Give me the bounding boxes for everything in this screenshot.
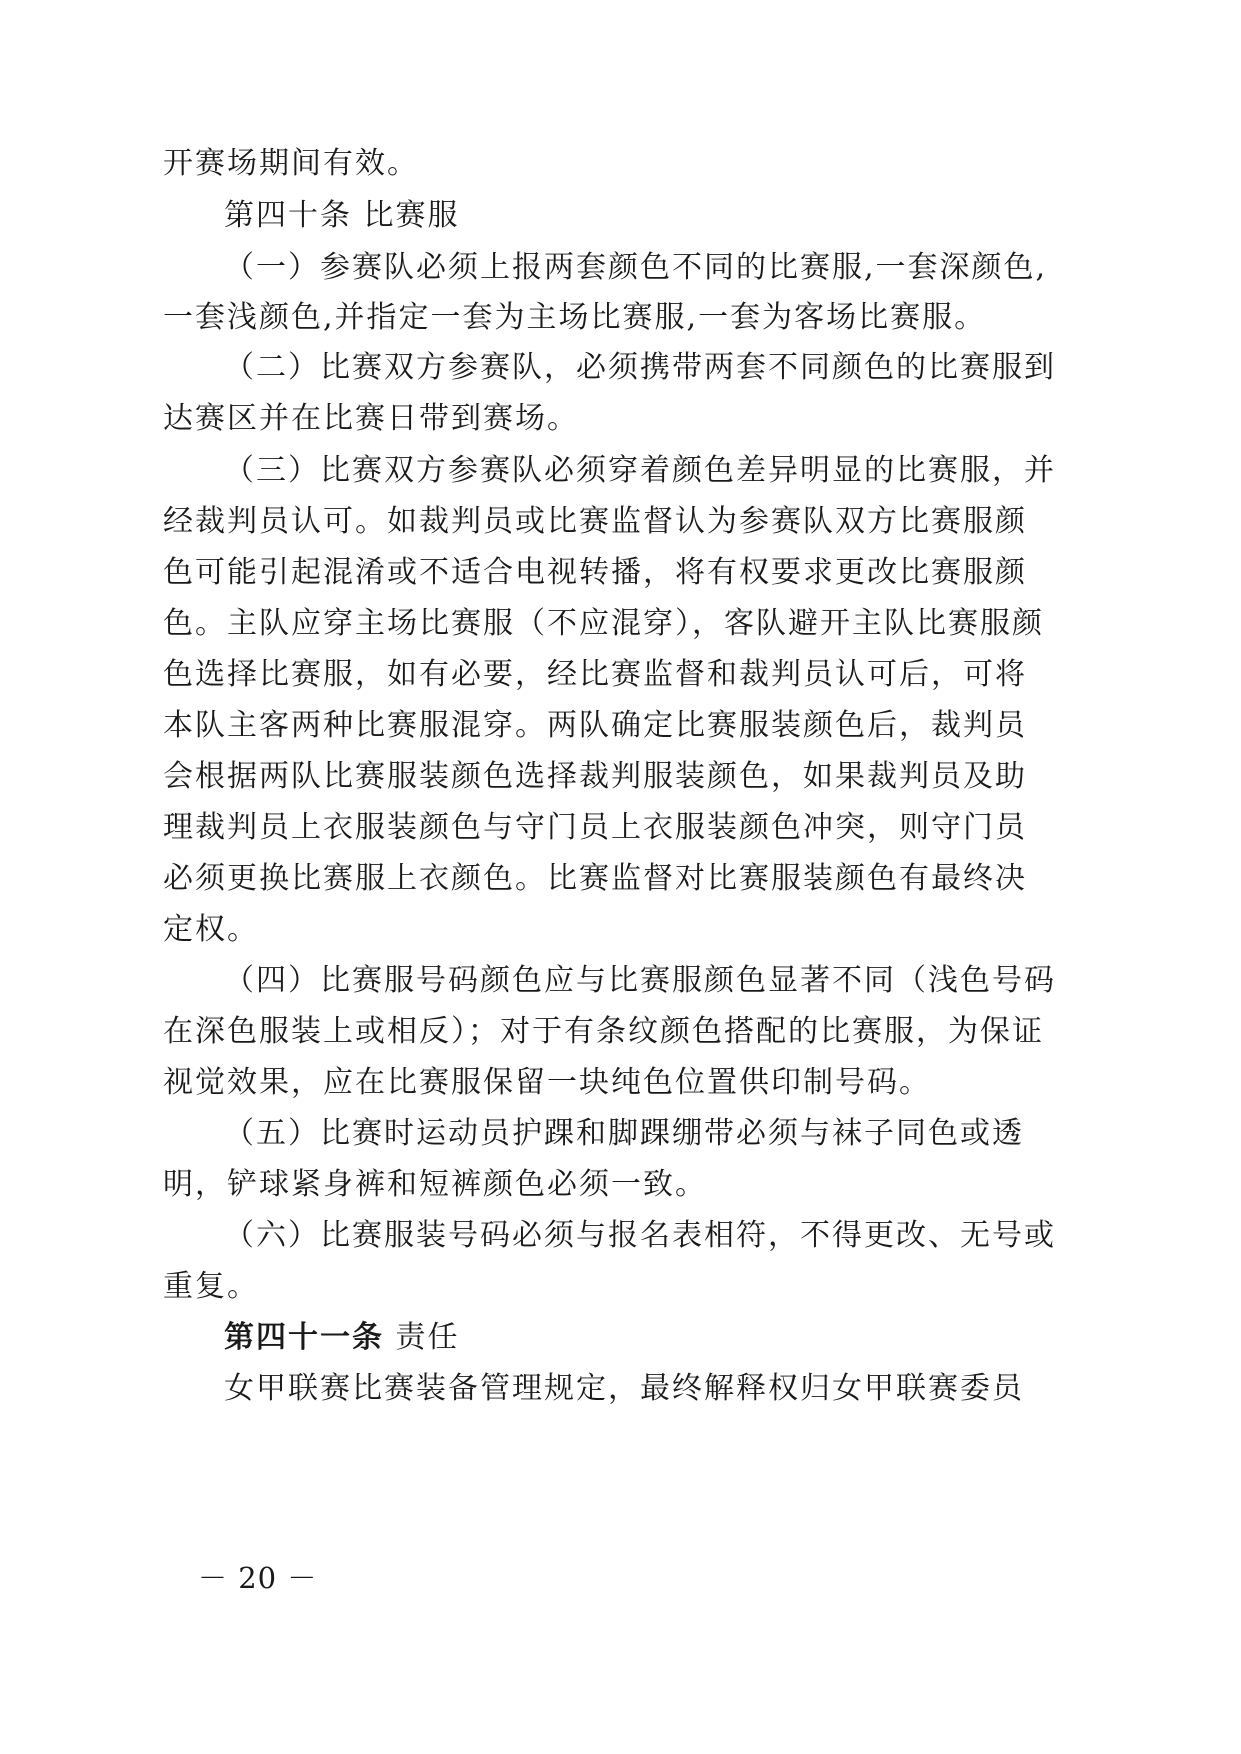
- text-line: （三）比赛双方参赛队必须穿着颜色差异明显的比赛服，并: [224, 453, 1056, 488]
- text-line: 本队主客两种比赛服混穿。两队确定比赛服装颜色后，裁判员: [163, 708, 1027, 743]
- text-line: （六）比赛服装号码必须与报名表相符，不得更改、无号或: [224, 1218, 1056, 1253]
- text-line: 开赛场期间有效。: [163, 146, 419, 181]
- text-line: （二）比赛双方参赛队，必须携带两套不同颜色的比赛服到: [224, 350, 1056, 385]
- text-line: 经裁判员认可。如裁判员或比赛监督认为参赛队双方比赛服颜: [163, 504, 1027, 539]
- text-line: 必须更换比赛服上衣颜色。比赛监督对比赛服装颜色有最终决: [163, 861, 1027, 896]
- text-line: 理裁判员上衣服装颜色与守门员上衣服装颜色冲突，则守门员: [163, 810, 1027, 845]
- text-line: 色可能引起混淆或不适合电视转播，将有权要求更改比赛服颜: [163, 555, 1027, 590]
- text-line: （五）比赛时运动员护踝和脚踝绷带必须与袜子同色或透: [224, 1116, 1024, 1151]
- article-41-title: 责任: [384, 1320, 460, 1355]
- text-line: 在深色服装上或相反）；对于有条纹颜色搭配的比赛服，为保证: [163, 1014, 1044, 1049]
- text-line: 明，铲球紧身裤和短裤颜色必须一致。: [163, 1167, 707, 1202]
- text-line: 视觉效果，应在比赛服保留一块纯色位置供印制号码。: [163, 1065, 931, 1100]
- text-line: 色选择比赛服，如有必要，经比赛监督和裁判员认可后，可将: [163, 657, 1027, 692]
- text-line: （四）比赛服号码颜色应与比赛服颜色显著不同（浅色号码: [224, 963, 1056, 998]
- page-number: － 20 －: [198, 1561, 318, 1595]
- text-line: 女甲联赛比赛装备管理规定，最终解释权归女甲联赛委员: [224, 1371, 1024, 1406]
- text-line: 定权。: [163, 912, 259, 947]
- article-41-number: 第四十一条: [224, 1320, 384, 1355]
- text-line: 重复。: [163, 1269, 259, 1304]
- text-line: （一）参赛队必须上报两套颜色不同的比赛服,一套深颜色,: [224, 250, 1048, 285]
- article-40-heading: 第四十条 比赛服: [224, 198, 460, 233]
- text-line: 达赛区并在比赛日带到赛场。: [163, 401, 579, 436]
- text-line: 色。主队应穿主场比赛服（不应混穿），客队避开主队比赛服颜: [163, 606, 1044, 641]
- text-line: 会根据两队比赛服装颜色选择裁判服装颜色，如果裁判员及助: [163, 759, 1027, 794]
- text-line: 一套浅颜色,并指定一套为主场比赛服,一套为客场比赛服。: [163, 300, 987, 335]
